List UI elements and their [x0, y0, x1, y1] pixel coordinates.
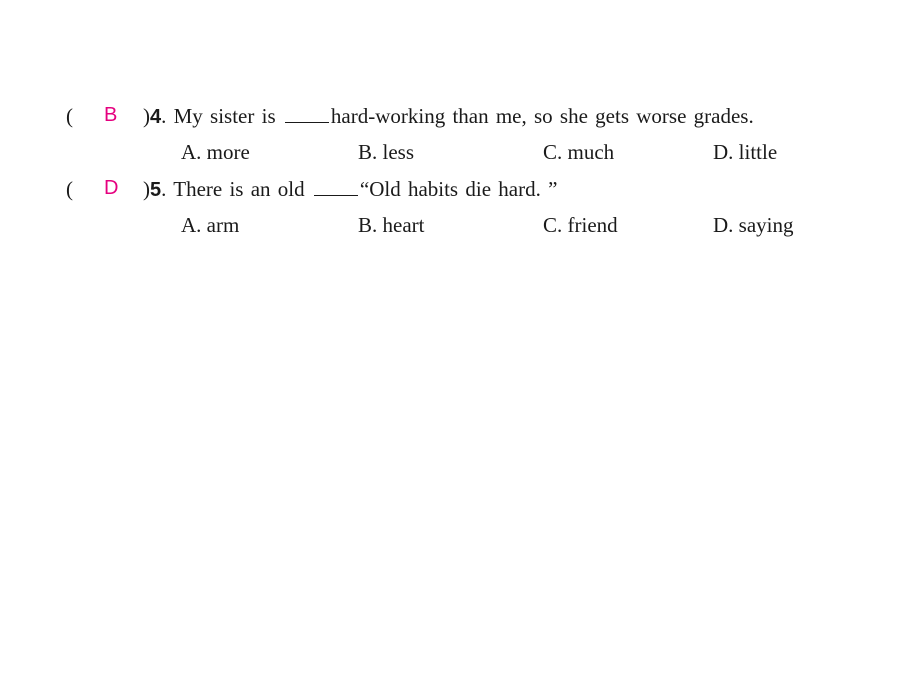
- stem-before-blank: . There is an old: [161, 177, 305, 201]
- stem-before-blank: . My sister is: [161, 104, 276, 128]
- paren-open: (: [66, 177, 73, 201]
- stem-after-blank: hard-working than me, so she gets worse grades.: [330, 104, 754, 128]
- question-number: 5: [150, 179, 162, 201]
- answer-letter: B: [104, 104, 118, 126]
- answer-blank: [314, 177, 358, 196]
- option-b: B. less: [358, 140, 415, 164]
- answer-letter: D: [104, 177, 119, 199]
- question-5: [0, 177, 900, 207]
- paren-close: ): [143, 104, 150, 128]
- answer-blank: [285, 104, 329, 123]
- question-stem: [143, 177, 557, 202]
- stem-after-blank: “Old habits die hard. ”: [359, 177, 558, 201]
- options-4: [0, 140, 900, 170]
- question-number: 4: [150, 106, 162, 128]
- option-a: A. arm: [181, 213, 240, 237]
- option-c: C. much: [543, 140, 615, 164]
- option-c: C. friend: [543, 213, 618, 237]
- paren-open: (: [66, 104, 73, 128]
- option-d: D. saying: [713, 213, 794, 237]
- question-stem: [143, 104, 754, 129]
- options-5: [0, 213, 900, 243]
- paren-close: ): [143, 177, 150, 201]
- option-d: D. little: [713, 140, 778, 164]
- option-a: A. more: [181, 140, 250, 164]
- question-4: [0, 104, 900, 134]
- option-b: B. heart: [358, 213, 425, 237]
